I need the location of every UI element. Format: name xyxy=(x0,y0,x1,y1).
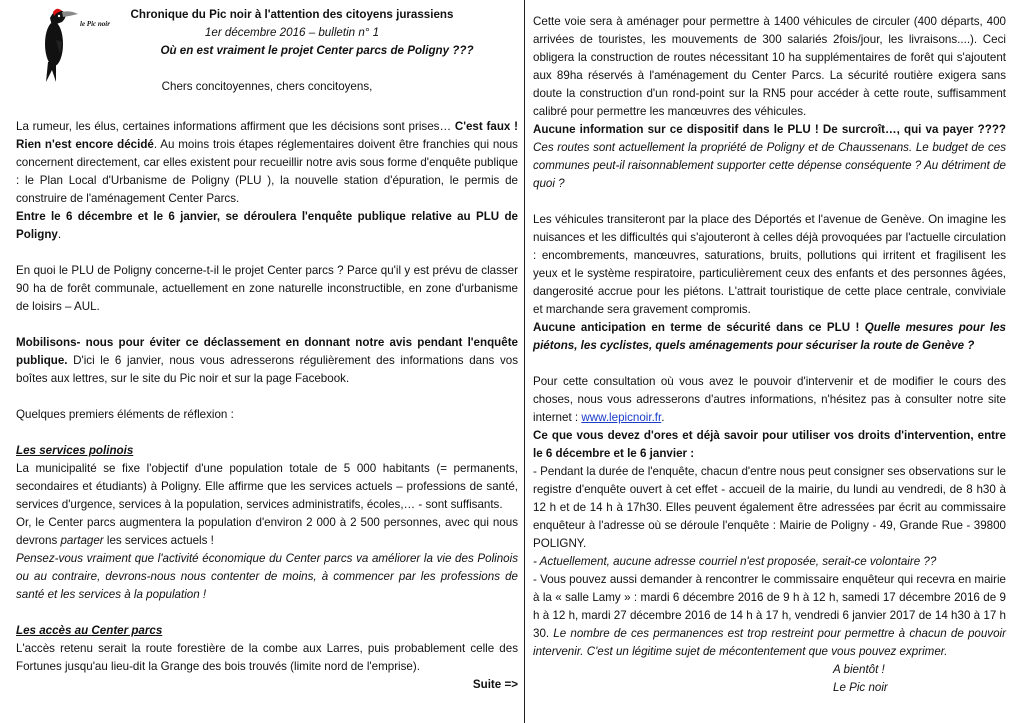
paragraph-email-note: - Actuellement, aucune adresse courriel n'est proposée, serait-ce volontaire ?? xyxy=(533,555,937,568)
paragraph-register: - Pendant la durée de l'enquête, chacun d'entre nous peut consigner ses observations sur le registre d'enquête ouvert à cet effet - accueil de la mairie, du lundi au vendredi, de 8 h30 à 12 h et de 14 h à 17h30. Elles peuvent également être adressées par écrit au commissaire enquêteur à l'adresse où se déroule l'enquête : Mairie de Poligny - 49, Grande Rue - 39800 POLIGNY. xyxy=(533,465,1006,550)
logo-text: le Pic noir xyxy=(80,20,110,28)
paragraph-mobilisation: Mobilisons- nous pour éviter ce déclassement en donnant notre avis pendant l'enquête publique. D'ici le 6 janvier, nous vous adresserons régulièrement des informations dans vos boîtes aux lettres, sur le site du Pic noir et sur la page Facebook. xyxy=(16,336,518,385)
heading-services: Les services polinois xyxy=(16,444,134,457)
paragraph-intro: La rumeur, les élus, certaines informations affirment que les décisions sont prises… C'est faux ! Rien n'est encore décidé. Au moins trois étapes réglementaires doivent être franchies qui nous concernent directement, car elles existent pour recueillir notre avis sous forme d'enquête publique : le Plan Local d'Urbanisme de Poligny (PLU ), la nouvelle station d'épuration, le permis de construire de l'aménagement Center Parcs. xyxy=(16,120,518,205)
heading-access: Les accès au Center parcs xyxy=(16,624,163,637)
left-column xyxy=(16,0,518,694)
closing-line: A bientôt ! xyxy=(833,663,885,676)
paragraph-safety: Aucune anticipation en terme de sécurité dans ce PLU ! Quelle mesures pour les piétons, les cyclistes, quels aménagements pour sécuriser la route de Genève ? xyxy=(533,321,1006,352)
paragraph-enquiry-dates: Entre le 6 décembre et le 6 janvier, se déroulera l'enquête publique relative au PLU de Poligny. xyxy=(16,210,518,241)
signature: Le Pic noir xyxy=(833,681,888,694)
paragraph-meetings: - Vous pouvez aussi demander à rencontrer le commissaire enquêteur qui recevra en mairie à la « salle Lamy » : mardi 6 décembre 2016 de 9 h à 12 h, samedi 17 décembre 2016 de 9 h à 12 h, mardi 27 décembre 2016 de 14 h à 17 h, vendredi 6 janvier 2017 de 14 h30 à 17 h 30. Le nombre de ces permanences est trop restreint pour permettre à chacun de pouvoir intervenir. C'est un légitime sujet de mécontentement que vous pouvez exprimer. xyxy=(533,573,1006,658)
paragraph-consultation: Pour cette consultation où vous avez le pouvoir d'intervenir et de modifier le cours des choses, nous vous adresserons d'autres informations, n'hésitez pas à consulter notre site internet : www.lepicnoir.fr. xyxy=(533,375,1006,424)
continued-marker: Suite => xyxy=(472,678,518,691)
paragraph-road-cost: Aucune information sur ce dispositif dans le PLU ! De surcroît…, qui va payer ???? Ces routes sont actuellement la propriété de Poligny et de Chaussenans. Le budget de ces communes peut-il raisonnablement supporter cette dépense conséquente ? Au détriment de quoi ? xyxy=(533,123,1006,190)
salutation: Chers concitoyennes, chers concitoyens, xyxy=(161,80,373,93)
paragraph-reflection-intro: Quelques premiers éléments de réflexion : xyxy=(16,408,234,421)
right-column xyxy=(533,0,1006,697)
woodpecker-logo-icon xyxy=(26,4,126,84)
newsletter-header xyxy=(16,0,518,62)
column-divider xyxy=(524,0,525,723)
paragraph-services: La municipalité se fixe l'objectif d'une population totale de 5 000 habitants (= permanents, secondaires et étudiants) à Poligny. Elle affirme que les services actuels – professions de santé, services d'urgence, services à la population, services administratifs, écoles,… - sont suffisants. xyxy=(16,462,518,511)
paragraph-road: Cette voie sera à aménager pour permettre à 1400 véhicules de circuler (400 départs, 400 arrivées de touristes, les mouvements de 300 salariés 2fois/jour, les livraisons....). Ceci obligera la construction de routes nécessitant 10 ha supplémentaires de forêt qui s'ajoutent aux 89ha réservés à l'aménagement du Center Parcs. La sécurité routière exigera sans doute la construction d'un rond-point sur la RN5 pour accéder à cette route, suffisamment calibré pour permettre les manœuvres des véhicules. xyxy=(533,15,1006,118)
headline-question: Où en est vraiment le projet Center parcs de Poligny ??? xyxy=(160,44,474,57)
paragraph-access: L'accès retenu serait la route forestière de la combe aux Larres, puis probablement celle des Fortunes jusqu'au lieu-dit la Grange des bois trouvés (limite nord de l'emprise). xyxy=(16,642,518,673)
paragraph-rights-heading: Ce que vous devez d'ores et déjà savoir pour utiliser vos droits d'intervention, entre le 6 décembre et le 6 janvier : xyxy=(533,429,1006,460)
paragraph-population: Or, le Center parcs augmentera la population d'environ 2 000 à 2 500 personnes, avec qui nous devrons partager les services actuels ! xyxy=(16,516,518,547)
bulletin-date: 1er décembre 2016 – bulletin n° 1 xyxy=(204,26,380,39)
website-link[interactable]: www.lepicnoir.fr xyxy=(581,411,662,424)
newsletter-title: Chronique du Pic noir à l'attention des citoyens jurassiens xyxy=(130,8,454,21)
paragraph-traffic: Les véhicules transiteront par la place des Déportés et l'avenue de Genève. On imagine les nuisances et les difficultés qui s'ajouteront à celles déjà provoquées par l'actuelle circulation : encombrements, manœuvres, saturations, bruits, pollutions qui irritent et fragilisent les yeux et le système respiratoire, particulièrement ceux des enfants et des personnes âgées, dangerosité accrue pour les piétons. L'attrait touristique de cette place centrale, conviviale et marchande sera gravement compromis. xyxy=(533,213,1006,316)
paragraph-question-services: Pensez-vous vraiment que l'activité économique du Center parcs va améliorer la vie des Polinois ou au contraire, devrons-nous nous contenter de moins, à commencer par les professions de santé et les services à la population ! xyxy=(16,552,518,601)
paragraph-plu: En quoi le PLU de Poligny concerne-t-il le projet Center parcs ? Parce qu'il y est prévu de classer 90 ha de forêt communale, actuellement en zone naturelle inconstructible, en zone d'urbanisme de loisirs – AUL. xyxy=(16,264,518,313)
